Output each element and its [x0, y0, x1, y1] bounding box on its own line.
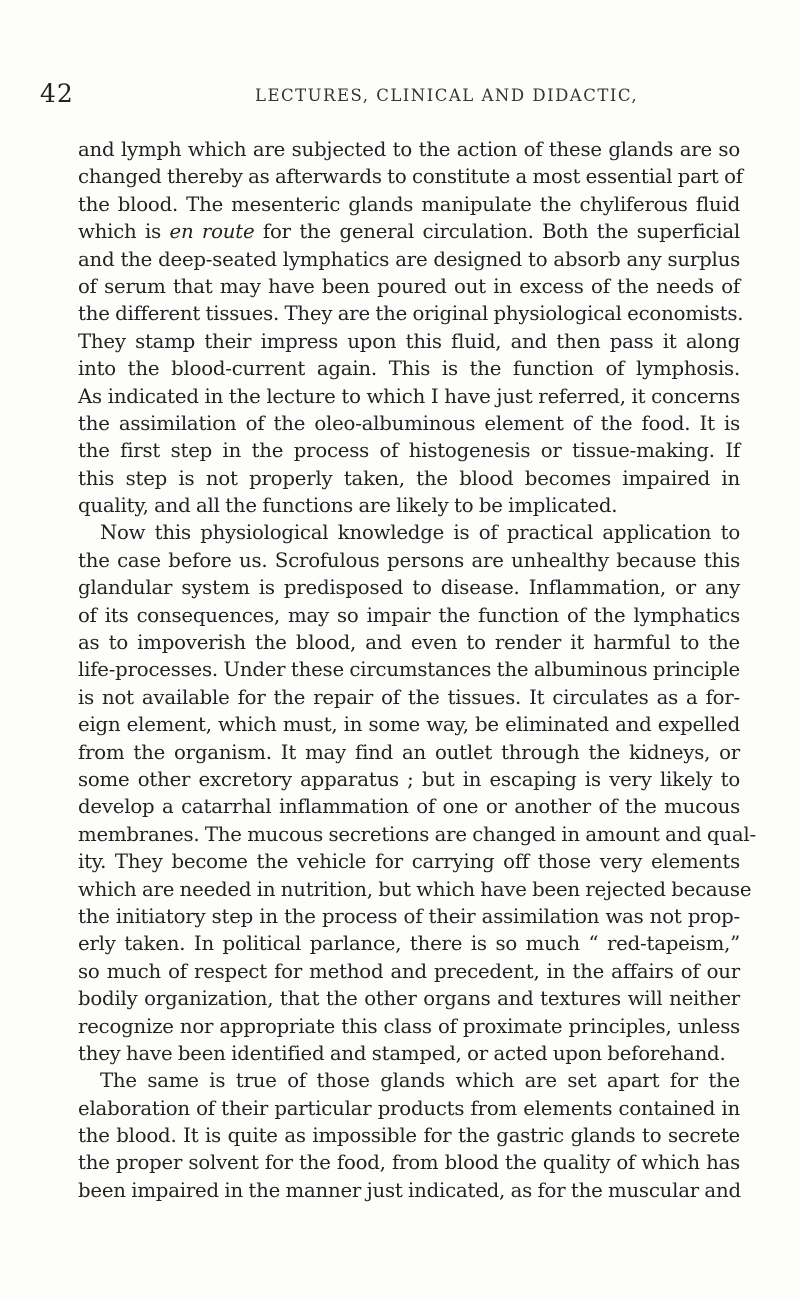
italic-phrase: en route [169, 220, 255, 244]
text-line: the initiatory step in the process of their assimilation was not prop- [78, 904, 740, 928]
text-line: As indicated in the lecture to which I have just referred, it concerns [78, 384, 740, 408]
text-line: is not available for the repair of the tissues. It circulates as a for- [78, 685, 740, 709]
text-line: bodily organization, that the other organs and textures will neither [78, 987, 740, 1011]
text-line: life-processes. Under these circumstances the albuminous principle [78, 658, 740, 682]
text-line: the first step in the process of histogenesis or tissue-making. If [78, 439, 740, 463]
text-line: ity. They become the vehicle for carrying off those very elements [78, 850, 740, 874]
text-line: changed thereby as afterwards to constitute a most essential part of [78, 165, 743, 189]
text-line: recognize nor appropriate this class of proximate principles, unless [78, 1014, 740, 1038]
running-head [0, 78, 800, 118]
body-text [78, 136, 756, 1204]
text-fragment: for the general circulation. Both the superficial [254, 220, 740, 244]
text-line: into the blood-current again. This is the function of lymphosis. [78, 357, 740, 381]
text-line: this step is not properly taken, the blood becomes impaired in [78, 466, 740, 490]
page-number: 42 [40, 79, 74, 108]
text-line: the blood. It is quite as impossible for the gastric glands to secrete [78, 1124, 740, 1148]
text-line: the case before us. Scrofulous persons are unhealthy because this [78, 548, 740, 572]
text-line: the proper solvent for the food, from blood the quality of which has [78, 1151, 740, 1175]
text-line: of serum that may have been poured out in excess of the needs of [78, 274, 740, 298]
running-head-title: LECTURES, CLINICAL AND DIDACTIC, [255, 86, 639, 105]
text-line: some other excretory apparatus ; but in escaping is very likely to [78, 767, 740, 791]
text-line: quality, and all the functions are likely to be implicated. [78, 494, 618, 518]
text-line: eign element, which must, in some way, be eliminated and expelled [78, 713, 740, 737]
text-line: and lymph which are subjected to the action of these glands are so [78, 138, 740, 161]
text-line: They stamp their impress upon this fluid, and then pass it along [78, 329, 740, 353]
text-line: so much of respect for method and precedent, in the affairs of our [78, 959, 740, 983]
text-line: of its consequences, may so impair the function of the lymphatics [78, 603, 740, 627]
text-line: the assimilation of the oleo-albuminous element of the food. It is [78, 411, 740, 435]
text-line: Now this physiological knowledge is of practical application to [100, 521, 740, 545]
text-line-with-italic [78, 218, 740, 245]
text-line: which are needed in nutrition, but which have been rejected because [78, 877, 752, 901]
text-line: develop a catarrhal inflammation of one or another of the mucous [78, 795, 740, 819]
text-line: as to impoverish the blood, and even to render it harmful to the [78, 631, 740, 655]
text-line: and the deep-seated lymphatics are designed to absorb any surplus [78, 247, 740, 271]
text-line: the blood. The mesenteric glands manipulate the chyliferous fluid [78, 192, 740, 216]
text-line: from the organism. It may find an outlet through the kidneys, or [78, 740, 740, 764]
text-fragment: which is [78, 220, 170, 244]
text-line: membranes. The mucous secretions are changed in amount and qual- [78, 822, 756, 846]
text-line: the different tissues. They are the original physiological economists. [78, 302, 744, 326]
text-line: been impaired in the manner just indicated, as for the muscular and [78, 1178, 741, 1202]
text-line: erly taken. In political parlance, there is so much “ red-tapeism,” [78, 932, 740, 956]
text-line: they have been identified and stamped, or acted upon beforehand. [78, 1041, 726, 1065]
text-line: glandular system is predisposed to disease. Inflammation, or any [78, 576, 740, 600]
text-line: The same is true of those glands which are set apart for the [100, 1069, 740, 1093]
text-line: elaboration of their particular products from elements contained in [78, 1096, 740, 1120]
